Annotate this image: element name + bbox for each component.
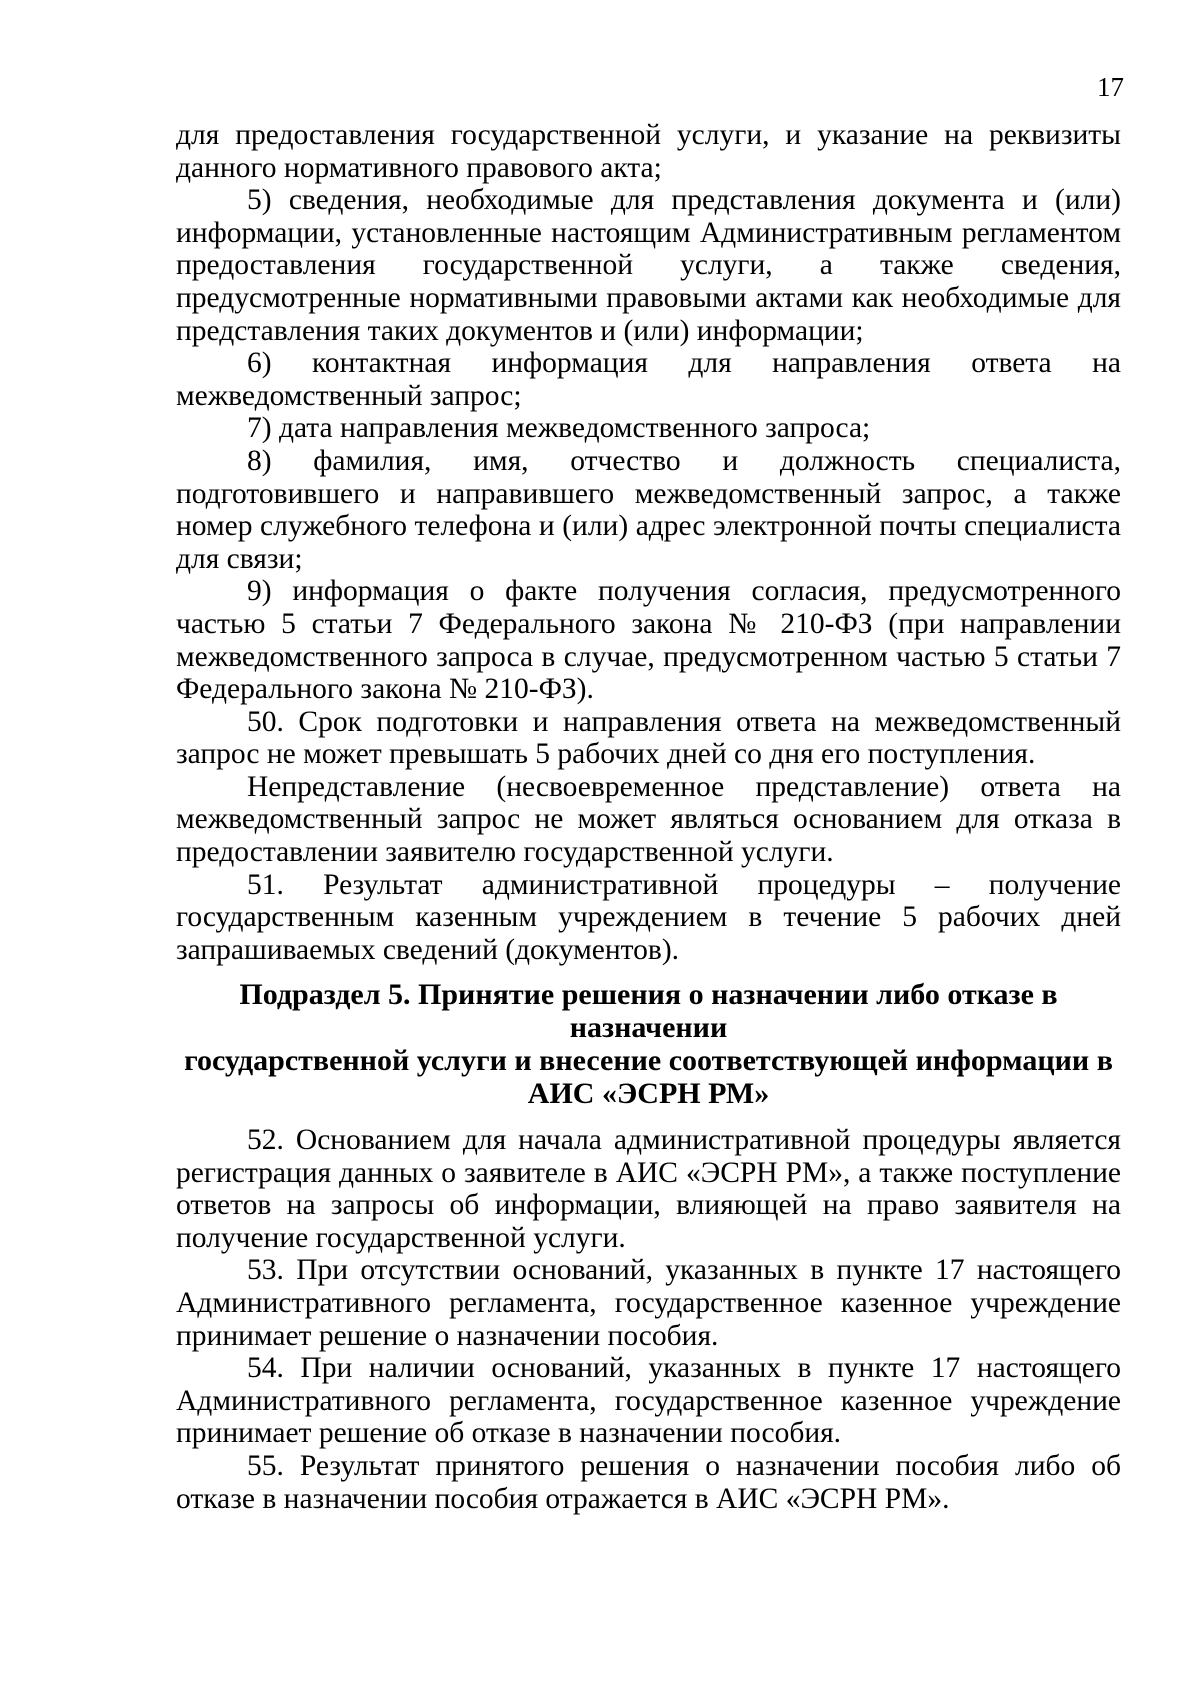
paragraph-non-submission: Непредставление (несвоевременное представление) ответа на межведомственный запрос не может являться основанием для отказа в предоставлении заявителю государственной услуги. <box>176 770 1121 869</box>
paragraph-53: 53. При отсутствии оснований, указанных в пункте 17 настоящего Административного регламента, государственное казенное учреждение принимает решение о назначении пособия. <box>176 1254 1121 1352</box>
paragraph-51: 51. Результат административной процедуры – получение государственным казенным учреждением в течение 5 рабочих дней запрашиваемых сведений (документов). <box>176 868 1121 966</box>
heading-line: государственной услуги и внесение соответствующей информации в <box>184 1044 1113 1077</box>
bottom-text-block <box>176 1124 1121 1515</box>
paragraph-item-5: 5) сведения, необходимые для представления документа и (или) информации, установленные настоящим Административным регламентом предоставления государственной услуги, а также сведения, предусмотренные нормативными правовыми актами как необходимые для представления таких документов и (или) информации; <box>176 184 1121 347</box>
paragraph-item-7: 7) дата направления межведомственного запроса; <box>247 412 871 445</box>
subsection-heading <box>176 978 1121 1110</box>
heading-line: Подраздел 5. Принятие решения о назначении либо отказе в назначении <box>239 978 1058 1044</box>
top-text-block <box>176 119 1121 966</box>
paragraph-item-6: 6) контактная информация для направления ответа на межведомственный запрос; <box>176 347 1121 412</box>
heading-line: АИС «ЭСРН РМ» <box>527 1077 770 1110</box>
paragraph-item-9: 9) информация о факте получения согласия, предусмотренного частью 5 статьи 7 Федерального закона № 210-ФЗ (при направлении межведомственного запроса в случае, предусмотренном частью 5 статьи 7 Федерального закона № 210-ФЗ). <box>176 575 1121 706</box>
page-number: 17 <box>1097 72 1124 102</box>
paragraph-continuation: для предоставления государственной услуги, и указание на реквизиты данного нормативного правового акта; <box>176 119 1121 184</box>
paragraph-50: 50. Срок подготовки и направления ответа на межведомственный запрос не может превышать 5 рабочих дней со дня его поступления. <box>176 705 1121 771</box>
paragraph-52: 52. Основанием для начала административной процедуры является регистрация данных о заявителе в АИС «ЭСРН РМ», а также поступление ответов на запросы об информации, влияющей на право заявителя на получение государственной услуги. <box>176 1124 1121 1254</box>
paragraph-item-8: 8) фамилия, имя, отчество и должность специалиста, подготовившего и направившего межведомственный запрос, а также номер служебного телефона и (или) адрес электронной почты специалиста для связи; <box>176 444 1121 575</box>
paragraph-55: 55. Результат принятого решения о назначении пособия либо об отказе в назначении пособия отражается в АИС «ЭСРН РМ». <box>176 1449 1121 1515</box>
paragraph-54: 54. При наличии оснований, указанных в пункте 17 настоящего Административного регламента, государственное казенное учреждение принимает решение об отказе в назначении пособия. <box>176 1352 1121 1450</box>
